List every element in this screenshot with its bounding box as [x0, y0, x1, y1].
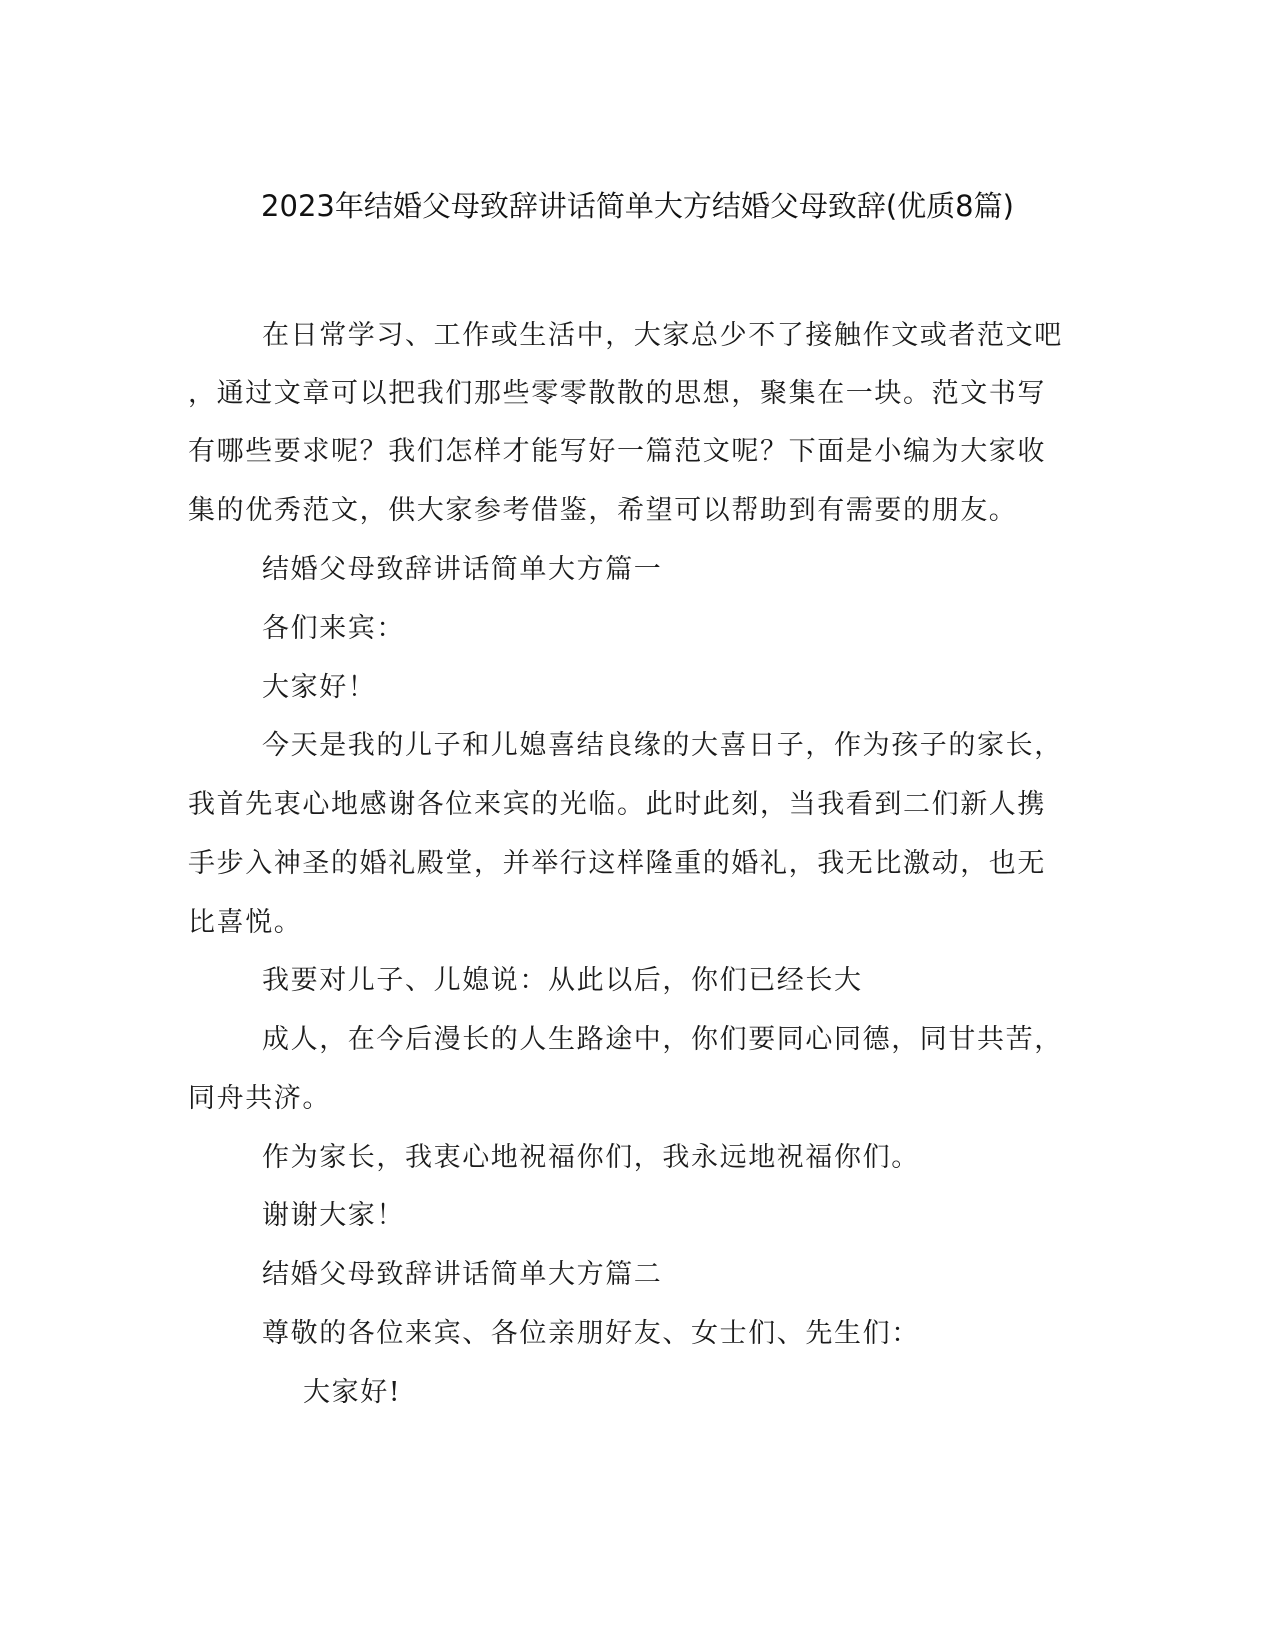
paragraph-line: 我要对儿子、儿媳说：从此以后，你们已经长大 [262, 965, 863, 996]
section-heading-1: 结婚父母致辞讲话简单大方篇一 [262, 554, 663, 585]
paragraph-line: 谢谢大家！ [262, 1200, 405, 1231]
paragraph-line: 有哪些要求呢？我们怎样才能写好一篇范文呢？下面是小编为大家收 [188, 436, 1046, 467]
paragraph-line: 大家好! [303, 1377, 402, 1408]
paragraph-line: 在日常学习、工作或生活中，大家总少不了接触作文或者范文吧 [262, 320, 1063, 351]
paragraph-line: 尊敬的各位来宾、各位亲朋好友、女士们、先生们： [262, 1318, 920, 1349]
paragraph-line: 成人，在今后漫长的人生路途中，你们要同心同德，同甘共苦， [262, 1024, 1063, 1055]
paragraph-line: 各们来宾： [262, 613, 405, 644]
paragraph-line: 手步入神圣的婚礼殿堂，并举行这样隆重的婚礼，我无比激动，也无 [188, 848, 1046, 879]
paragraph-line: 大家好！ [262, 672, 377, 703]
paragraph-line: 比喜悦。 [188, 907, 303, 938]
paragraph-line: 同舟共济。 [188, 1083, 331, 1114]
paragraph-line: ，通过文章可以把我们那些零零散散的思想，聚集在一块。范文书写 [188, 378, 1046, 409]
paragraph-line: 我首先衷心地感谢各位来宾的光临。此时此刻，当我看到二们新人携 [188, 789, 1046, 820]
section-heading-2: 结婚父母致辞讲话简单大方篇二 [262, 1259, 663, 1290]
document-title: 2023年结婚父母致辞讲话简单大方结婚父母致辞(优质8篇) [261, 189, 1014, 223]
paragraph-line: 作为家长，我衷心地祝福你们，我永远地祝福你们。 [262, 1142, 920, 1173]
paragraph-line: 集的优秀范文，供大家参考借鉴，希望可以帮助到有需要的朋友。 [188, 495, 1018, 526]
paragraph-line: 今天是我的儿子和儿媳喜结良缘的大喜日子，作为孩子的家长， [262, 730, 1063, 761]
